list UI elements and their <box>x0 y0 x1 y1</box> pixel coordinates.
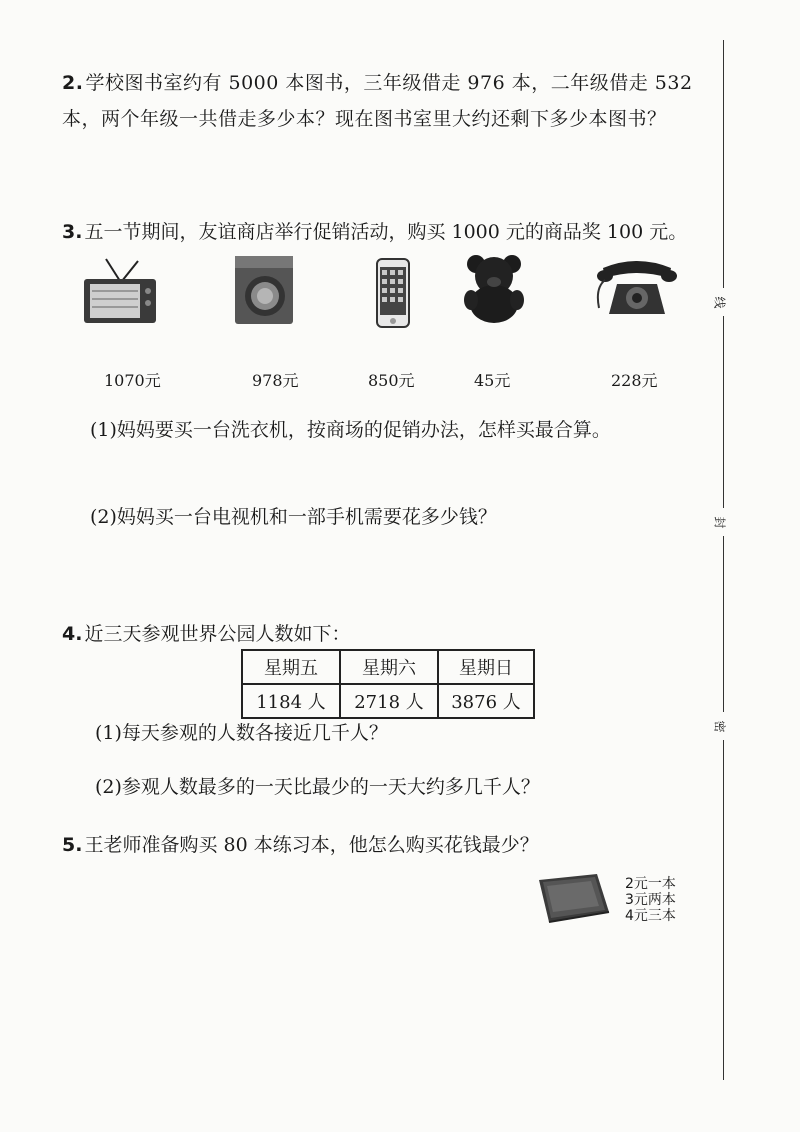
sub-question-3-1: (1)妈妈要买一台洗衣机，按商场的促销办法，怎样买最合算。 <box>90 419 611 441</box>
price-tv: 1070元 <box>104 371 161 390</box>
sub-question-4-2: (2)参观人数最多的一天比最少的一天大约多几千人？ <box>95 776 540 798</box>
question-2 <box>62 65 702 137</box>
offer-line: 4元三本 <box>625 908 676 924</box>
offer-line: 3元两本 <box>625 892 676 908</box>
tv-icon <box>82 255 160 329</box>
price-teddy-bear: 45元 <box>474 371 511 390</box>
table-header-cell: 星期日 <box>438 650 534 684</box>
question-text: 学校图书室约有 5000 本图书，三年级借走 976 本，二年级借走 532 本，两个年级一共借走多少本？现在图书室里大约还剩下多少本图书？ <box>62 72 693 130</box>
notebooks-icon <box>537 872 611 928</box>
offer-line: 2元一本 <box>625 876 676 892</box>
question-text: 五一节期间，友谊商店举行促销活动，购买 1000 元的商品奖 100 元。 <box>84 221 688 243</box>
question-number: 3. <box>62 221 83 243</box>
table-header-row <box>242 650 534 684</box>
binding-char-mi: 密 <box>712 720 727 733</box>
washing-machine-icon <box>233 254 295 330</box>
binding-char-feng: 封 <box>712 516 727 529</box>
binding-char-xian: 线 <box>712 296 727 309</box>
question-4 <box>62 616 722 652</box>
question-3 <box>62 214 722 250</box>
table-cell: 1184 人 <box>242 684 340 718</box>
sub-question-3-2: (2)妈妈买一台电视机和一部手机需要花多少钱？ <box>90 506 497 528</box>
table-cell: 3876 人 <box>438 684 534 718</box>
mobile-phone-icon <box>376 258 410 332</box>
price-offers <box>625 876 676 924</box>
price-washing-machine: 978元 <box>252 371 299 390</box>
question-text: 近三天参观世界公园人数如下： <box>84 623 351 645</box>
price-telephone: 228元 <box>611 371 658 390</box>
question-number: 4. <box>62 623 83 645</box>
table-cell: 2718 人 <box>340 684 438 718</box>
telephone-icon <box>595 258 679 322</box>
visitor-table <box>241 649 535 719</box>
question-text: 王老师准备购买 80 本练习本，他怎么购买花钱最少？ <box>84 834 539 856</box>
question-number: 5. <box>62 834 83 856</box>
question-5 <box>62 827 722 863</box>
sub-question-4-1: (1)每天参观的人数各接近几千人？ <box>95 722 388 744</box>
table-header-cell: 星期六 <box>340 650 438 684</box>
price-mobile-phone: 850元 <box>368 371 415 390</box>
table-header-cell: 星期五 <box>242 650 340 684</box>
binding-line <box>712 40 730 1080</box>
question-number: 2. <box>62 72 84 94</box>
teddy-bear-icon <box>463 252 525 328</box>
table-row <box>242 684 534 718</box>
